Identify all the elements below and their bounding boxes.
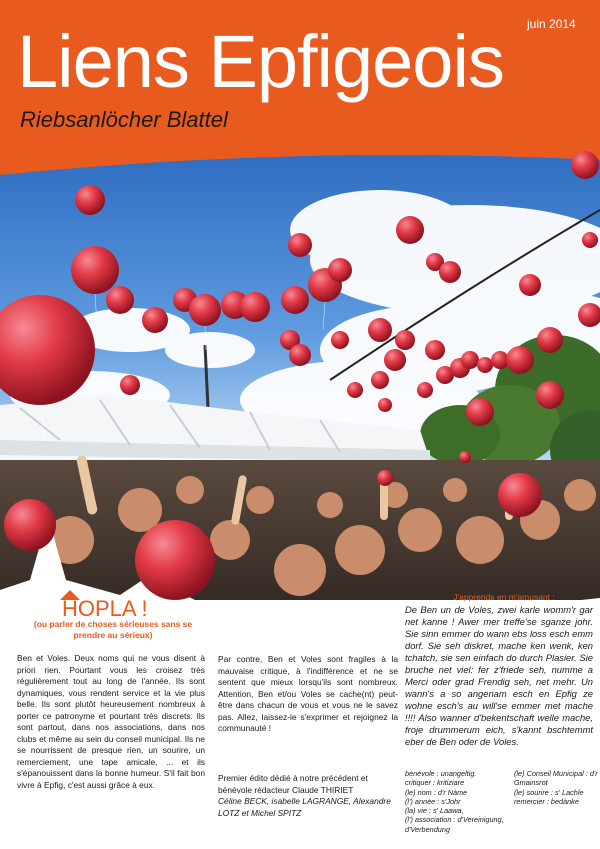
balloon-release-photo [0, 150, 600, 630]
glossary-item: (l') année : s'Johr [405, 796, 461, 806]
editorial-credits [218, 773, 396, 819]
glossary-item: critiquer : kritiziare [405, 778, 465, 788]
glossary-item: (la) vie : s' Laawa, [405, 806, 464, 816]
newsletter-subtitle: Riebsanlöcher Blattel [20, 107, 228, 132]
hopla-subheading: (ou parler de choses sérieuses sans se prendre au sérieux) [33, 619, 193, 640]
glossary-item: (l') association : d'Vereinigung, d'Verbendung [405, 815, 504, 834]
hopla-heading: HOPLA ! [62, 596, 148, 621]
newsletter-title: Liens Epfigeois [17, 20, 504, 103]
glossary-item: (le) sourire : s' Lachle [514, 787, 584, 797]
article-column-2: Par contre, Ben et Voles sont fragiles à la mauvaise critique, à l'indifférence et ne se sentent que mieux lorsqu'ils sont nombreux. Attention, Ben et/ou Voles se cache(nt) peut-être dans chacun de vous et vous ne le savez pas. Allez, laissez-le s'exprimer et rejoignez la communauté ! [218, 654, 398, 733]
editorial-note: Premier édito dédié à notre précédent et bénévole rédacteur Claude THIRIET [218, 773, 368, 795]
cover-photo [0, 150, 600, 630]
glossary-item: remercier : bedànke [514, 796, 579, 806]
glossary-item: bénévole : unangeltig. [405, 769, 477, 778]
article-column-1: Ben et Voles. Deux noms qui ne vous disent à priori rien. Pourtant vous les croisez très régulièrement tout au long de l'année. Ils sont dynamiques, vous rendent service et la vie plus belle. Ils sont plutôt heureusement nombreux à porter ce patronyme et pourtant très discrets. Ils sont partout, dans nos associations, dans nos clubs et même au sein du conseil municipal. Ils ne se nourrissent de presque rien, un sourire, un remerciement, une tape amicale, ... et ils s'épanouissent dans la bonne humeur. S'il fait bon vivre à Epfig, c'est aussi grâce à eux. [17, 653, 205, 790]
alsatian-text: De Ben un de Voles, zwei karle womm'r gar net kanne ! Awer mer treffe'se sganze johr. Sie sinn emmer do wann ebs loss esch emm dorf. Sie seh diskret, mache ken wenk, ken tchatch, sie sen einfach do durch Plasier. Sie bruche net viel: fer z'friede seh, numme a Merci oder grad Frendig seh, net mehr. Un wann's a so angenam esch en Epfig ze wohne esch's au will'se emmer met mache !!!! Also wanner d'bekentschaft welle mache, froje drummerum eich, s'kannt bschtemmt eber de Ben oder de Voles. [405, 604, 593, 747]
header-banner [0, 0, 600, 175]
alsatian-heading: J'apprends en m'amusant : [453, 592, 555, 602]
glossary-right [514, 769, 600, 806]
glossary-item: (le) Conseil Municipal : d'r Gmainsrot [514, 769, 598, 788]
glossary-item: (le) nom : d'r Nàme [405, 787, 468, 797]
authors: Céline BECK, isabelle LAGRANGE, Alexandre LOTZ et Michel SPITZ [218, 796, 391, 818]
issue-date: juin 2014 [527, 17, 576, 31]
glossary-left [405, 769, 511, 834]
header-wave [0, 150, 600, 175]
